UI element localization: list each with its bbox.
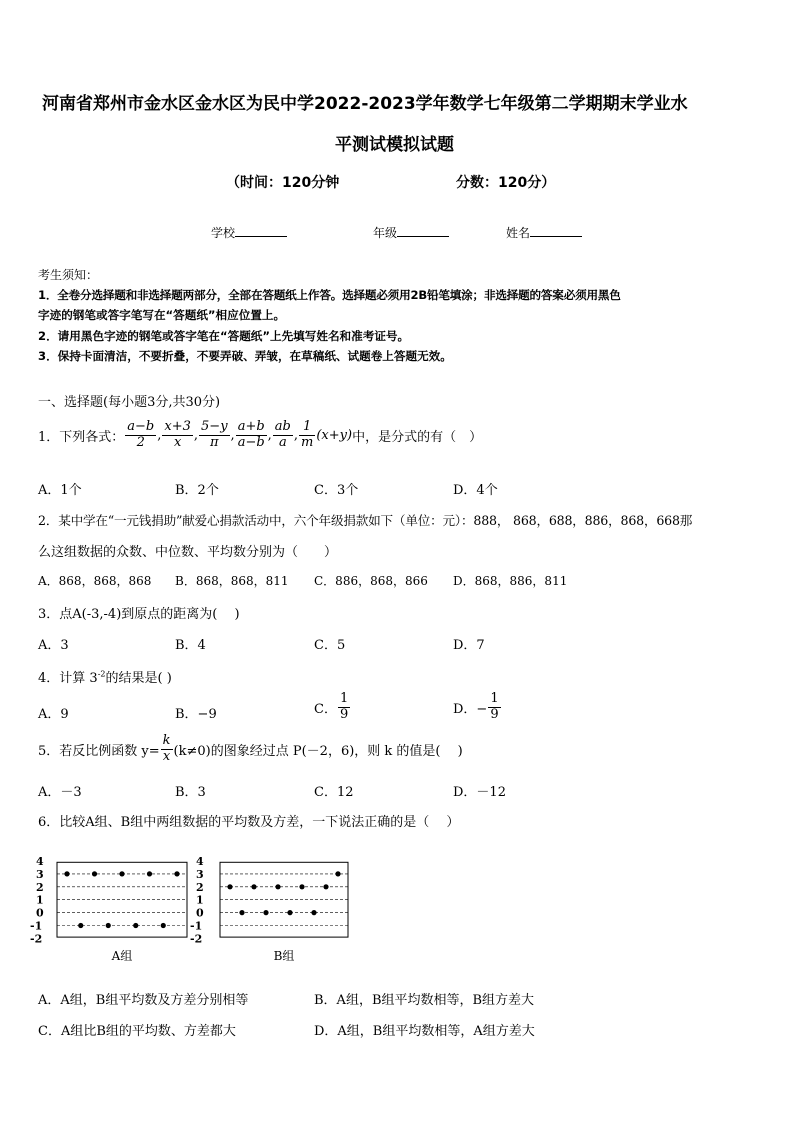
- school-field: [211, 224, 287, 241]
- q5-fraction: $\frac{k}{x}$: [162, 733, 171, 764]
- q1-option-c: C．3个: [314, 483, 359, 498]
- q2-option-c: C．886，868，866: [314, 574, 428, 588]
- plot-a-tick-label: 0: [36, 906, 44, 920]
- q1-fraction-2: $\frac{x+3}{x}$: [164, 419, 191, 450]
- q1-fraction-4: $\frac{a+b}{a-b}$: [237, 419, 265, 450]
- grade-label: 年级: [373, 226, 398, 240]
- q5-option-b: B．3: [175, 785, 206, 800]
- plot-b-point: [251, 884, 256, 889]
- question-6-stem: 6．比较A组、B组中两组数据的平均数及方差，一下说法正确的是（ ）: [38, 815, 460, 830]
- q5-post: (k≠0)的图象经过点 P(－2，6)，则 k 的值是( ): [173, 743, 463, 759]
- q4-option-b: B．−9: [175, 707, 217, 722]
- plot-b-point: [299, 884, 304, 889]
- school-blank: [235, 226, 287, 237]
- plot-b-tick-label: -1: [190, 919, 203, 933]
- plot-b-tick-label: 0: [196, 906, 204, 920]
- notice-item1-line2: 字迹的钢笔或答字笔写在“答题纸”相应位置上。: [38, 308, 286, 322]
- q2-option-a: A．868，868，868: [38, 574, 152, 588]
- plot-a-point: [174, 871, 179, 876]
- plot-b-point: [311, 910, 316, 915]
- q1-fraction-1: $\frac{a-b}{2}$: [127, 419, 155, 450]
- plot-b-frame: [220, 862, 348, 937]
- question-2-line2: 么这组数据的众数、中位数、平均数分别为（ ）: [38, 545, 338, 560]
- plot-a-point: [106, 923, 111, 928]
- exam-score: 分数：120分）: [456, 175, 556, 191]
- plot-b-tick-label: 1: [196, 893, 204, 907]
- q3-option-d: D．7: [453, 638, 485, 653]
- plot-b-point: [287, 910, 292, 915]
- plot-a-tick-label: 2: [36, 880, 44, 894]
- q1-fraction-6: $\frac{1}{m}$: [301, 419, 314, 450]
- plot-a-point: [147, 871, 152, 876]
- grade-field: [373, 224, 449, 241]
- q5-pre: 5．若反比例函数 y=: [38, 743, 160, 759]
- plot-a-point: [64, 871, 69, 876]
- q4-option-d: [453, 692, 502, 723]
- plot-a-tick-label: -1: [30, 919, 43, 933]
- plot-b-point: [239, 910, 244, 915]
- plot-group-b: [190, 855, 348, 963]
- plot-a-tick-label: 4: [36, 855, 44, 868]
- grade-blank: [397, 226, 449, 237]
- q6-option-a: A．A组，B组平均数及方差分别相等: [38, 993, 249, 1008]
- plot-a-point: [78, 923, 83, 928]
- question-1-stem: 1．下列各式： $\frac{a-b}{2}$ , $\frac{x+3}{x}$ , $\frac{5-y}{\pi}$ , $\frac{a+b}{a-b}$ , $\frac{ab}{a}$ , $\frac{1}{m}$ (x+y) 中，是分式的有（ ）: [38, 419, 483, 450]
- q1-option-b: B．2个: [175, 483, 219, 498]
- plot-a-caption: A组: [111, 949, 133, 963]
- q1-prefix: 1．下列各式：: [38, 429, 125, 445]
- q5-option-d: D．－12: [453, 785, 506, 800]
- plot-group-a: [30, 855, 187, 963]
- plot-a-point: [133, 923, 138, 928]
- name-label: 姓名: [506, 226, 531, 240]
- q1-suffix: 中，是分式的有（ ）: [352, 429, 483, 445]
- plot-a-point: [92, 871, 97, 876]
- q4-option-c: [314, 692, 351, 723]
- plot-b-tick-label: -2: [190, 932, 203, 946]
- q3-option-b: B．4: [175, 638, 206, 653]
- plot-a-tick-label: 3: [36, 867, 44, 881]
- q4-stem-post: 的结果是( ): [105, 671, 172, 686]
- q1-fraction-6-tail: (x+y): [316, 427, 353, 443]
- plot-b-tick-label: 4: [196, 855, 204, 868]
- name-field: [506, 224, 582, 241]
- plot-a-point: [161, 923, 166, 928]
- plot-b-point: [263, 910, 268, 915]
- q1-fraction-5: $\frac{ab}{a}$: [274, 419, 291, 450]
- section-heading: 一、选择题(每小题3分,共30分): [38, 395, 221, 410]
- q6-figure: [30, 848, 370, 968]
- q2-option-b: B．868，868，811: [175, 574, 289, 588]
- question-4-stem: [38, 667, 172, 686]
- q4-option-a: A．9: [38, 707, 69, 722]
- page-title-line2: 平测试模拟试题: [335, 135, 454, 155]
- notice-item2: 2．请用黑色字迹的钢笔或答字笔在“答题纸”上先填写姓名和准考证号。: [38, 329, 410, 343]
- plot-a-tick-label: -2: [30, 932, 43, 946]
- q4-exponent: -2: [97, 669, 106, 679]
- q4-stem-pre: 4．计算 3: [38, 671, 98, 686]
- q4-option-c-label: C．: [314, 701, 337, 717]
- plot-b-tick-label: 2: [196, 880, 204, 894]
- plot-a-tick-label: 1: [36, 893, 44, 907]
- q5-option-a: A．－3: [38, 785, 82, 800]
- plot-b-point: [323, 884, 328, 889]
- question-3-stem: 3．点A(-3,-4)到原点的距离为( ): [38, 607, 240, 622]
- q3-option-c: C．5: [314, 638, 346, 653]
- q4-option-c-fraction: $\frac{1}{9}$: [339, 691, 349, 722]
- plot-b-caption: B组: [273, 949, 295, 963]
- school-label: 学校: [211, 226, 236, 240]
- q6-option-d: D．A组，B组平均数相等，A组方差大: [314, 1024, 535, 1039]
- question-5-stem: [38, 734, 463, 765]
- q3-option-a: A．3: [38, 638, 69, 653]
- notice-item1-line1: 1．全卷分选择题和非选择题两部分，全部在答题纸上作答。选择题必须用2B铅笔填涂；非选择题的答案必须用黑色: [38, 288, 621, 302]
- q1-fraction-3: $\frac{5-y}{\pi}$: [201, 419, 228, 450]
- plot-b-tick-label: 3: [196, 867, 204, 881]
- plot-a-point: [119, 871, 124, 876]
- page-title-line1: 河南省郑州市金水区金水区为民中学2022-2023学年数学七年级第二学期期末学业水: [42, 94, 688, 114]
- plot-b-point: [335, 871, 340, 876]
- exam-time: （时间：120分钟: [226, 175, 340, 191]
- question-2-line1: 2．某中学在“一元钱捐助”献爱心捐款活动中，六个年级捐款如下（单位：元）：888， 868，688，886，868，668那: [38, 513, 693, 528]
- q6-option-b: B．A组，B组平均数相等，B组方差大: [314, 993, 535, 1008]
- plot-b-point: [275, 884, 280, 889]
- q4-option-d-label: D．−: [453, 701, 488, 717]
- plot-b-point: [227, 884, 232, 889]
- name-blank: [530, 226, 582, 237]
- notice-heading: 考生须知：: [38, 268, 99, 282]
- q1-option-a: A．1个: [38, 483, 82, 498]
- q4-option-d-fraction: $\frac{1}{9}$: [490, 691, 499, 722]
- q5-option-c: C．12: [314, 785, 354, 800]
- q6-option-c: C．A组比B组的平均数、方差都大: [38, 1024, 236, 1039]
- notice-item3: 3．保持卡面清洁，不要折叠，不要弄破、弄皱，在草稿纸、试题卷上答题无效。: [38, 349, 452, 363]
- q2-option-d: D．868，886，811: [453, 574, 568, 588]
- q1-option-d: D．4个: [453, 483, 498, 498]
